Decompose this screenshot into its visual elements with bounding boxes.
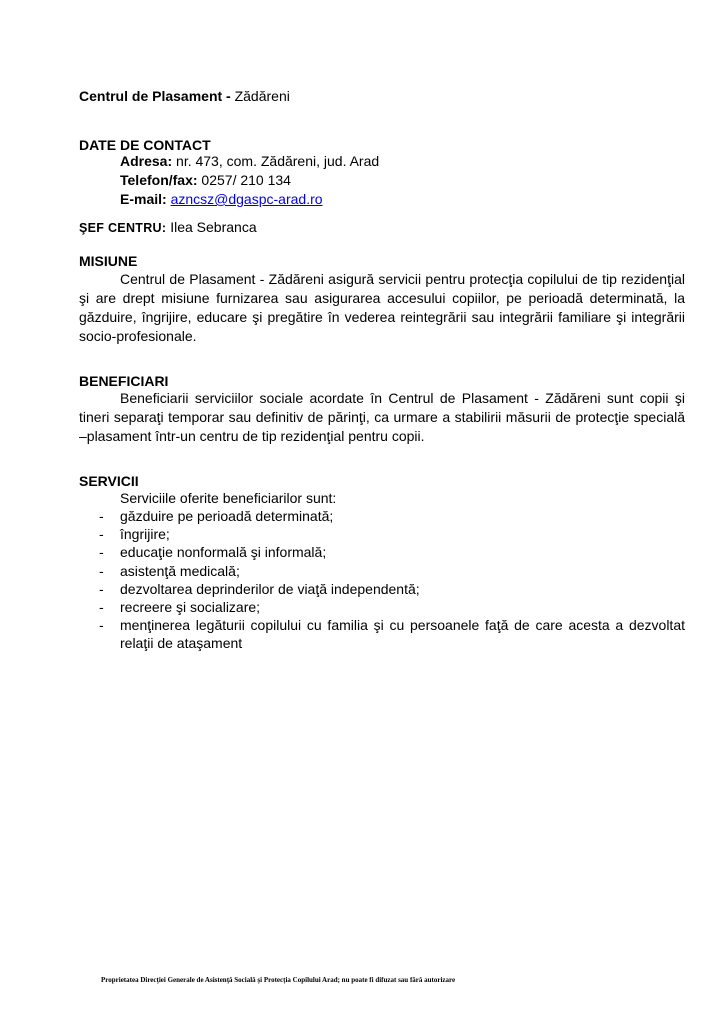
list-item-text: recreere şi socializare;: [120, 599, 261, 616]
list-item: [79, 525, 685, 543]
bullet-dash: -: [99, 617, 104, 634]
document-title-bold: Centrul de Plasament -: [79, 88, 231, 104]
list-item-text: îngrijire;: [120, 526, 170, 543]
address-line: [120, 152, 379, 171]
bullet-dash: -: [99, 580, 104, 597]
list-item: [79, 598, 685, 616]
bullet-dash: -: [99, 599, 104, 616]
servicii-list: [79, 507, 685, 653]
email-link[interactable]: azncsz@dgaspc-arad.ro: [170, 191, 323, 207]
list-item: [79, 580, 685, 598]
address-label: Adresa:: [120, 153, 173, 169]
document-title-rest: Zădăreni: [230, 88, 290, 104]
email-line: [120, 190, 379, 209]
footer-notice: Proprietatea Direcţiei Generale de Asistenţă Socială şi Protecţia Copilului Arad; nu poate fi difuzat sau fără autorizare: [101, 976, 456, 984]
sef-centru-label: ŞEF CENTRU:: [79, 221, 167, 235]
sef-centru-value: Ilea Sebranca: [166, 219, 257, 235]
sef-centru-line: [79, 219, 257, 235]
list-item-text: menţinerea legăturii copilului cu familia şi cu persoanele faţă de care acesta a dezvoltat relaţii de ataşament: [120, 617, 685, 652]
contact-heading: DATE DE CONTACT: [79, 137, 211, 153]
phone-line: [120, 171, 379, 190]
list-item-text: educaţie nonformală şi informală;: [120, 544, 327, 561]
bullet-dash: -: [99, 508, 104, 524]
email-label: E-mail:: [120, 191, 167, 207]
servicii-intro: Serviciile oferite beneficiarilor sunt:: [120, 490, 337, 506]
list-item: [79, 562, 685, 580]
list-item-text: asistenţă medicală;: [120, 562, 240, 579]
misiune-text: Centrul de Plasament - Zădăreni asigură servicii pentru protecţia copilului de tip rezidenţial şi are drept misiune furnizarea sau asigurarea accesului copiilor, pe perioadă determinată, la găzduire, îngrijire, educare şi pregătire în vederea reintegrării sau integrării familiare şi integrării socio-profesionale.: [79, 271, 685, 344]
servicii-heading: SERVICII: [79, 473, 139, 489]
document-title: [79, 88, 290, 104]
bullet-dash: -: [99, 544, 104, 561]
phone-value: 0257/ 210 134: [197, 172, 291, 188]
beneficiari-text: Beneficiarii serviciilor sociale acordate în Centrul de Plasament - Zădăreni sunt copii şi tineri separaţi temporar sau definitiv de părinţi, ca urmare a stabilirii măsurii de protecţie specială –plasament într-un centru de tip rezidenţial pentru copii.: [79, 390, 685, 444]
misiune-heading: MISIUNE: [79, 253, 138, 269]
list-item: [79, 616, 685, 652]
bullet-dash: -: [99, 526, 104, 543]
beneficiari-heading: BENEFICIARI: [79, 373, 169, 389]
contact-block: [120, 152, 379, 209]
list-item-text: găzduire pe perioadă determinată;: [120, 508, 334, 524]
bullet-dash: -: [99, 562, 104, 579]
list-item-text: dezvoltarea deprinderilor de viaţă independentă;: [120, 580, 420, 597]
address-value: nr. 473, com. Zădăreni, jud. Arad: [172, 153, 380, 169]
phone-label: Telefon/fax:: [120, 172, 198, 188]
list-item: [79, 543, 685, 561]
list-item: [79, 507, 685, 525]
